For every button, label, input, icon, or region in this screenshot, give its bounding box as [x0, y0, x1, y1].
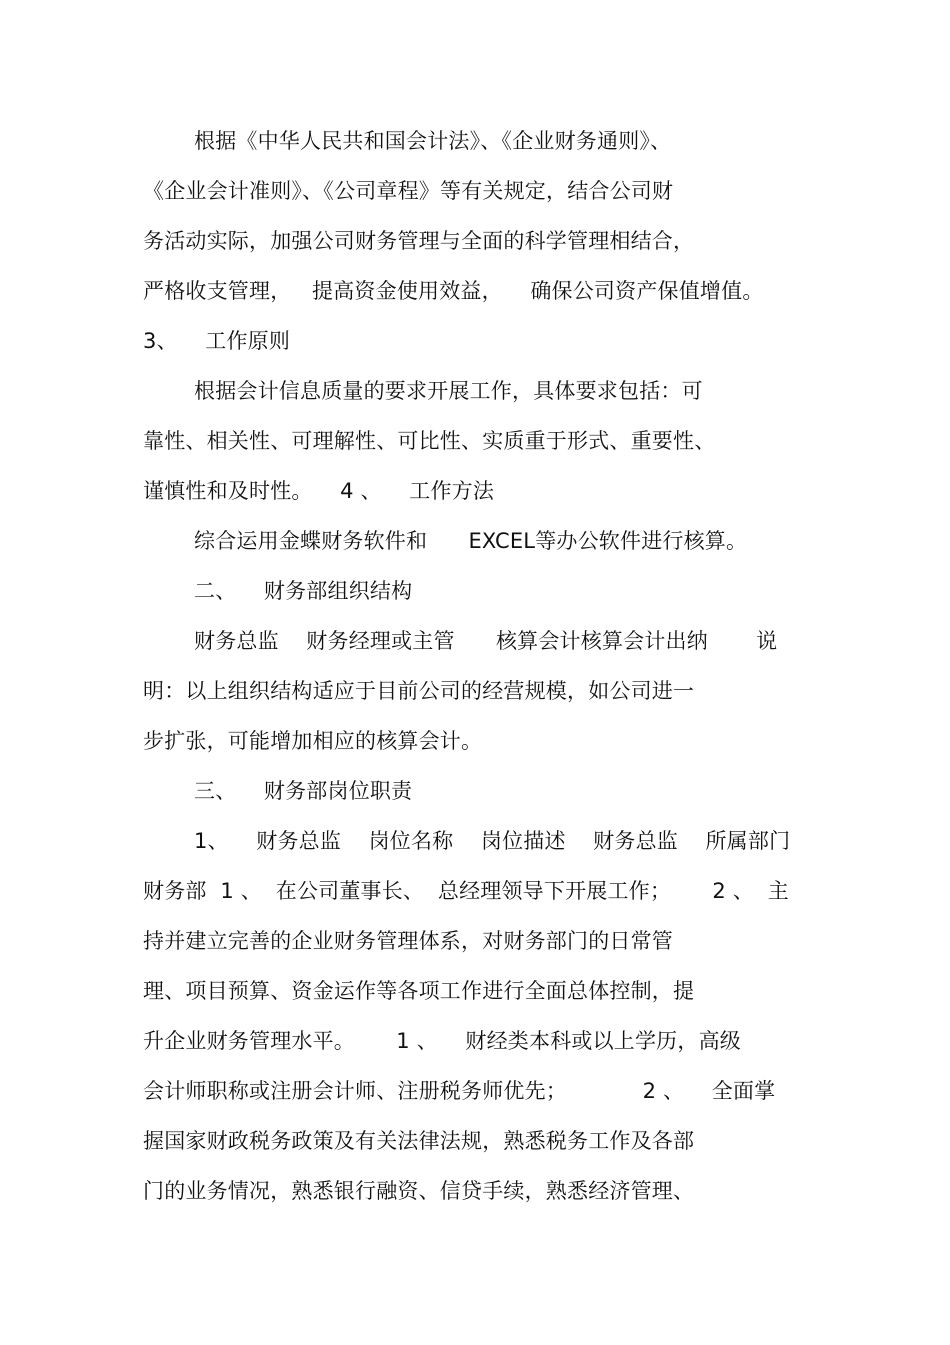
text-line: 持并建立完善的企业财务管理体系，对财务部门的日常管: [143, 929, 673, 953]
text-line: 根据会计信息质量的要求开展工作，具体要求包括：可: [194, 379, 703, 403]
text-line: 会计师职称或注册会计师、注册税务师优先； 2 、 全面掌: [143, 1079, 776, 1103]
text-line: 明：以上组织结构适应于目前公司的经营规模，如公司进一: [143, 679, 695, 703]
text-line: 握国家财政税务政策及有关法律法规，熟悉税务工作及各部: [143, 1129, 695, 1153]
section-heading: 3、 工作原则: [143, 329, 291, 353]
section-heading: 三、 财务部岗位职责: [194, 779, 413, 803]
text-line: 综合运用金蝶财务软件和 EXCEL等办公软件进行核算。: [194, 529, 748, 553]
text-line: 步扩张，可能增加相应的核算会计。: [143, 729, 483, 753]
text-line: 财务部 1 、 在公司董事长、 总经理领导下开展工作； 2 、 主: [143, 879, 789, 903]
text-line: 财务总监 财务经理或主管 核算会计核算会计出纳 说: [194, 629, 778, 653]
text-line: 《企业会计准则》、《公司章程》等有关规定，结合公司财: [143, 179, 674, 203]
text-line: 谨慎性和及时性。 4 、 工作方法: [143, 479, 495, 503]
text-line: 升企业财务管理水平。 1 、 财经类本科或以上学历，高级: [143, 1029, 741, 1053]
section-heading: 二、 财务部组织结构: [194, 579, 413, 603]
text-line: 靠性、相关性、可理解性、可比性、实质重于形式、重要性、: [143, 429, 716, 453]
text-line: 理、项目预算、资金运作等各项工作进行全面总体控制，提: [143, 979, 695, 1003]
text-line: 严格收支管理， 提高资金使用效益， 确保公司资产保值增值。: [143, 279, 764, 303]
text-line: 门的业务情况，熟悉银行融资、信贷手续，熟悉经济管理、: [143, 1179, 695, 1203]
text-line: 1、 财务总监 岗位名称 岗位描述 财务总监 所属部门: [194, 829, 791, 853]
text-line: 根据《中华人民共和国会计法》、《企业财务通则》、: [194, 129, 672, 153]
text-line: 务活动实际，加强公司财务管理与全面的科学管理相结合，: [143, 229, 695, 253]
